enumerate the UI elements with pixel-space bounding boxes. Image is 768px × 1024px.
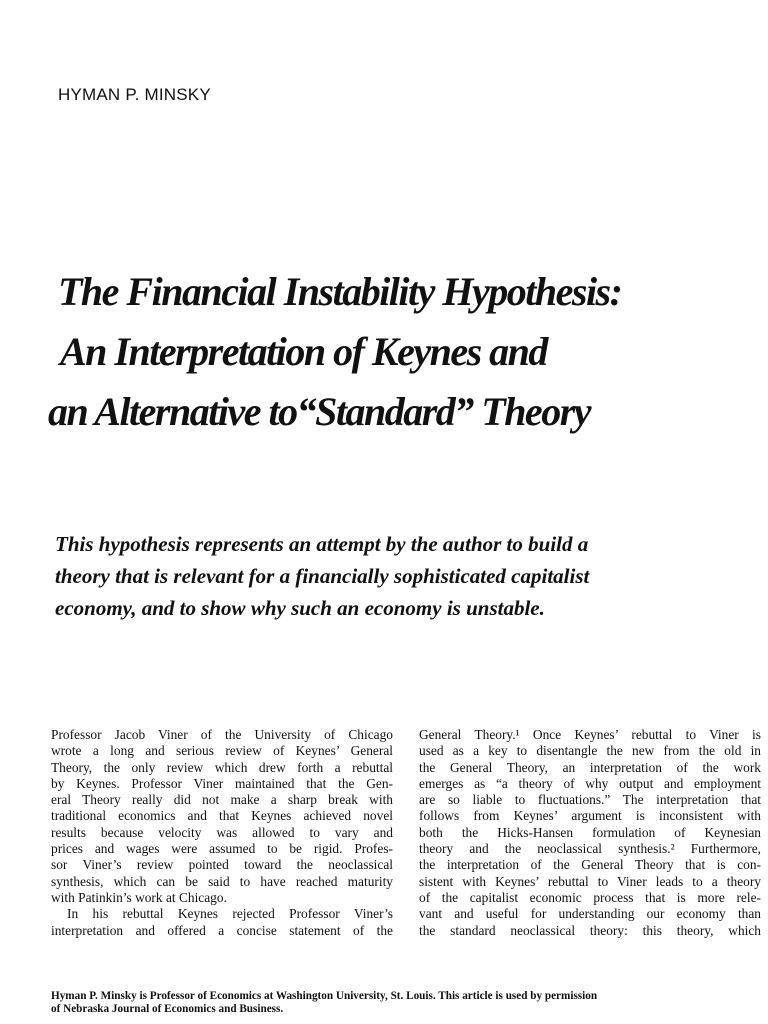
body-line: follows from Keynes’ argument is inconsistent with: [419, 808, 761, 824]
body-line: results because velocity was allowed to vary and: [51, 824, 393, 840]
body-line: emerges as “a theory of why output and employment: [419, 775, 761, 791]
body-line: with Patinkin’s work at Chicago.: [51, 889, 227, 905]
body-column-left: [51, 727, 393, 939]
body-line: the interpretation of the General Theory that is con-: [419, 857, 761, 873]
body-line: of the capitalist economic process that is more rele-: [419, 889, 761, 905]
author-footnote: [51, 990, 751, 1016]
title-line-2: An Interpretation of Keynes and: [60, 329, 547, 374]
body-line: both the Hicks-Hansen formulation of Keynesian: [419, 824, 761, 840]
abstract-line: This hypothesis represents an attempt by the author to build a: [55, 532, 589, 556]
title-line-1: The Financial Instability Hypothesis:: [58, 269, 622, 314]
footnote-line: of Nebraska Journal of Economics and Business.: [51, 1003, 284, 1015]
body-line: traditional economics and that Keynes achieved novel: [51, 808, 393, 824]
body-line: vant and useful for understanding our economy than: [419, 906, 761, 922]
body-line: Professor Jacob Viner of the University of Chicago: [51, 727, 393, 742]
body-line: eral Theory really did not make a sharp break with: [51, 792, 393, 808]
body-line: theory and the neoclassical synthesis.² Furthermore,: [419, 841, 761, 857]
body-line: wrote a long and serious review of Keynes’ General: [51, 743, 393, 759]
abstract-line: economy, and to show why such an economy is unstable.: [55, 596, 545, 620]
body-line: by Keynes. Professor Viner maintained that the Gen-: [51, 775, 393, 791]
article-title: [48, 262, 748, 442]
title-line-3: an Alternative to“Standard” Theory: [48, 389, 591, 434]
body-line: interpretation and offered a concise statement of the: [51, 922, 393, 938]
body-line: are so liable to fluctuations.” The interpretation that: [419, 792, 761, 808]
body-line: General Theory.¹ Once Keynes’ rebuttal to Viner is: [419, 727, 761, 742]
abstract-line: theory that is relevant for a financially sophisticated capitalist: [55, 564, 590, 588]
body-line: the standard neoclassical theory: this theory, which: [419, 922, 761, 938]
body-line: sor Viner’s review pointed toward the neoclassical: [51, 857, 393, 873]
body-line: sistent with Keynes’ rebuttal to Viner leads to a theory: [419, 873, 761, 889]
body-line: synthesis, which can be said to have reached maturity: [51, 873, 393, 889]
footnote-line: Hyman P. Minsky is Professor of Economics at Washington University, St. Louis. This article is used by permission: [51, 990, 598, 1002]
body-line: used as a key to disentangle the new from the old in: [419, 743, 761, 759]
body-line: the General Theory, an interpretation of the work: [419, 759, 761, 775]
body-line: Theory, the only review which drew forth a rebuttal: [51, 759, 393, 775]
body-column-right: [419, 727, 761, 939]
body-line: prices and wages were assumed to be rigid. Profes-: [51, 841, 393, 857]
body-line: In his rebuttal Keynes rejected Professor Viner’s: [67, 906, 393, 922]
author-name: HYMAN P. MINSKY: [58, 85, 211, 104]
abstract: [55, 528, 735, 624]
